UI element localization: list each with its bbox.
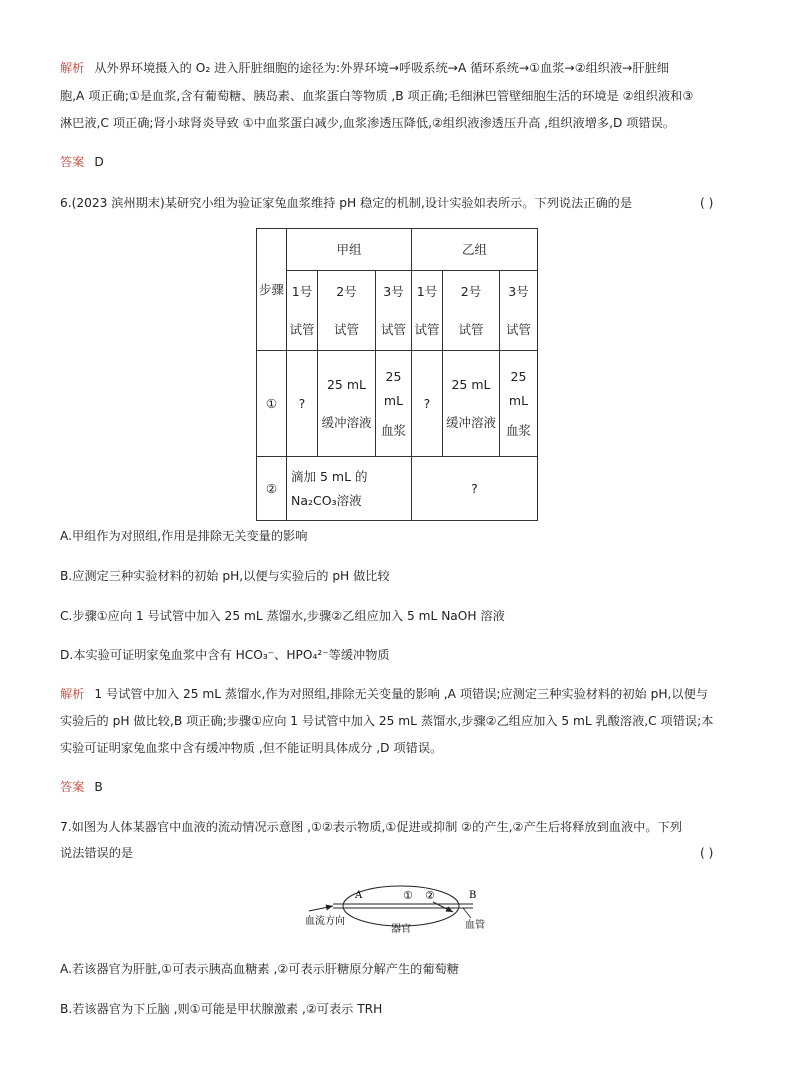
flow-arrow — [309, 906, 333, 911]
flow-label: 血流方向 — [305, 916, 345, 927]
q5-analysis-line3: 淋巴液,C 项正确;肾小球肾炎导致 ①中血浆蛋白减少,血浆渗透压降低,②组织液渗透压升高 ,组织液增多,D 项错误。 — [60, 116, 675, 130]
answer-value: D — [94, 155, 104, 169]
q5-analysis-line1: 解析 从外界环境摄入的 O₂ 进入肝脏细胞的途径为:外界环境→呼吸系统→A 循环系统→①血浆→②组织液→肝脏细 — [60, 61, 669, 75]
step1-label: ① — [257, 351, 287, 457]
q7-stem-line2: 说法错误的是 — [60, 846, 134, 860]
q7-option-a: A.若该器官为肝脏,①可表示胰高血糖素 ,②可表示肝糖原分解产生的葡萄糖 — [60, 962, 459, 976]
q6-option-a: A.甲组作为对照组,作用是排除无关变量的影响 — [60, 529, 308, 543]
tube3-header: 3号 试管 — [500, 271, 538, 351]
unknown-cell: ? — [287, 351, 318, 457]
na2co3-cell: 滴加 5 mL 的 Na₂CO₃溶液 — [287, 457, 412, 521]
q6-analysis-line2: 实验后的 pH 做比较,B 项正确;步骤①应向 1 号试管中加入 25 mL 蒸馏水,步骤②乙组应加入 5 mL 乳酸溶液,C 项错误;本 — [60, 714, 714, 728]
answer-label: 答案 — [60, 155, 85, 169]
group-a-header: 甲组 — [287, 229, 412, 271]
analysis-label: 解析 — [60, 61, 85, 75]
substance-2: ② — [425, 889, 435, 902]
vessel-pointer — [463, 908, 471, 918]
q6-analysis-line3: 实验可证明家兔血浆中含有缓冲物质 ,但不能证明具体成分 ,D 项错误。 — [60, 741, 443, 755]
q6-analysis-line1: 解析 1 号试管中加入 25 mL 蒸馏水,作为对照组,排除无关变量的影响 ,A 项错误;应测定三种实验材料的初始 pH,以便与 — [60, 687, 708, 701]
substance-1: ① — [403, 889, 413, 902]
analysis-label: 解析 — [60, 687, 85, 701]
label-a: A — [355, 890, 363, 901]
experiment-table — [256, 228, 538, 521]
buffer-cell: 25 mL 缓冲溶液 — [318, 351, 376, 457]
tube3-header: 3号 试管 — [376, 271, 412, 351]
unknown-cell: ? — [412, 457, 538, 521]
q6-option-d: D.本实验可证明家兔血浆中含有 HCO₃⁻、HPO₄²⁻等缓冲物质 — [60, 648, 390, 662]
q7-option-b: B.若该器官为下丘脑 ,则①可能是甲状腺激素 ,②可表示 TRH — [60, 1002, 383, 1016]
vessel-label: 血管 — [465, 920, 485, 931]
tube2-header: 2号 试管 — [318, 271, 376, 351]
q6-option-c: C.步骤①应向 1 号试管中加入 25 mL 蒸馏水,步骤②乙组应加入 5 mL NaOH 溶液 — [60, 609, 505, 623]
tube1-header: 1号 试管 — [287, 271, 318, 351]
step-header: 步骤 — [257, 229, 287, 351]
step2-label: ② — [257, 457, 287, 521]
buffer-cell: 25 mL 缓冲溶液 — [443, 351, 500, 457]
q6-answer-paren: ( ) — [700, 196, 714, 210]
q6-answer — [60, 777, 103, 797]
organ-label: 器官 — [391, 924, 411, 935]
q5-answer — [60, 152, 104, 172]
plasma-cell: 25 mL 血浆 — [500, 351, 538, 457]
blood-flow-diagram — [303, 884, 503, 938]
plasma-cell: 25 mL 血浆 — [376, 351, 412, 457]
q7-stem-line1: 7.如图为人体某器官中血液的流动情况示意图 ,①②表示物质,①促进或抑制 ②的产生,②产生后将释放到血液中。下列 — [60, 820, 682, 834]
unknown-cell: ? — [412, 351, 443, 457]
q7-answer-paren: ( ) — [700, 846, 714, 860]
answer-label: 答案 — [60, 780, 85, 794]
q6-stem: 6.(2023 滨州期末)某研究小组为验证家兔血浆维持 pH 稳定的机制,设计实验如表所示。下列说法正确的是 — [60, 196, 633, 210]
q5-analysis-line2: 胞,A 项正确;①是血浆,含有葡萄糖、胰岛素、血浆蛋白等物质 ,B 项正确;毛细淋巴管壁细胞生活的环境是 ②组织液和③ — [60, 89, 694, 103]
label-b: B — [469, 890, 477, 901]
tube2-header: 2号 试管 — [443, 271, 500, 351]
answer-value: B — [94, 780, 103, 794]
group-b-header: 乙组 — [412, 229, 538, 271]
q6-option-b: B.应测定三种实验材料的初始 pH,以便与实验后的 pH 做比较 — [60, 569, 390, 583]
tube1-header: 1号 试管 — [412, 271, 443, 351]
